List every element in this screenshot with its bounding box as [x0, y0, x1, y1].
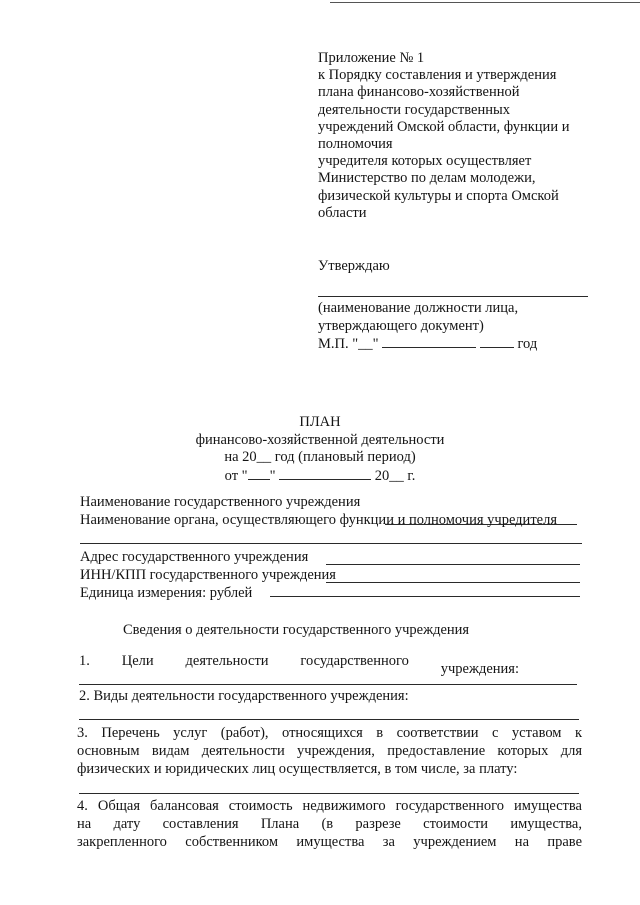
appendix-line: физической культуры и спорта Омской	[318, 187, 559, 204]
appendix-line: области	[318, 204, 367, 221]
appendix-line: учредителя которых осуществляет	[318, 153, 532, 170]
plan-date-quote: "	[269, 467, 276, 484]
appendix-block	[318, 50, 569, 222]
stamp-line	[318, 335, 537, 354]
item-3-line-2: основным видам деятельности учреждения, предоставление которых для	[77, 743, 582, 759]
appendix-line: полномочия	[318, 136, 393, 153]
plan-date-line	[0, 467, 640, 486]
plan-date-prefix: от "	[224, 467, 248, 484]
position-note-line-1: (наименование должности лица,	[318, 300, 519, 316]
address-blank	[326, 564, 580, 565]
stamp-quote: "	[372, 336, 379, 352]
approval-heading: Утверждаю	[318, 258, 390, 274]
item-3-line-1: 3. Перечень услуг (работ), относящихся в соответствии с уставом к	[77, 725, 582, 741]
plan-date-day-blank	[248, 467, 270, 480]
item-1-number: 1.	[79, 653, 90, 669]
inn-kpp-label: ИНН/КПП государственного учреждения	[80, 567, 336, 583]
item-4-line-3: закрепленного собственником имущества за учреждением на праве	[77, 834, 582, 850]
unit-label: Единица измерения: рублей	[80, 585, 253, 601]
stamp-year-blank	[480, 335, 514, 348]
plan-year-line: на 20__ год (плановый период)	[224, 449, 416, 465]
item-1-line	[79, 653, 519, 678]
item-1-word: учреждения:	[440, 661, 519, 677]
institution-name-label: Наименование государственного учреждения	[80, 494, 361, 510]
authority-name-blank	[80, 543, 582, 544]
appendix-line: к Порядку составления и утверждения	[318, 67, 557, 84]
item-1-word: деятельности	[185, 653, 269, 669]
approval-note-block	[318, 300, 537, 354]
stamp-day: __	[358, 336, 373, 352]
stamp-year-word: год	[517, 336, 538, 352]
appendix-line: плана финансово-хозяйственной	[318, 84, 520, 101]
authority-name-label: Наименование органа, осуществляющего функции и полномочия учредителя	[80, 512, 557, 528]
unit-blank	[270, 596, 580, 597]
approval-block	[318, 258, 390, 276]
item-1-word: Цели	[121, 653, 154, 669]
item-2-answer-line	[79, 719, 579, 720]
appendix-line: Приложение № 1	[318, 50, 425, 66]
plan-subtitle: финансово-хозяйственной деятельности	[195, 431, 445, 448]
item-1-answer-line	[79, 684, 577, 685]
plan-date-year: 20__ г.	[374, 467, 416, 484]
item-4-line-2: на дату составления Плана (в разрезе стоимости имущества,	[77, 816, 582, 832]
appendix-line: деятельности государственных	[318, 101, 510, 118]
stamp-month-blank	[382, 335, 476, 348]
plan-title-block	[0, 414, 640, 485]
appendix-line: Министерство по делам молодежи,	[318, 170, 536, 187]
item-2-text: 2. Виды деятельности государственного учреждения:	[79, 688, 409, 704]
item-4-line-1: 4. Общая балансовая стоимость недвижимого государственного имущества	[77, 798, 582, 814]
item-3-answer-line	[79, 793, 579, 794]
plan-date-month-blank	[279, 467, 371, 480]
address-label: Адрес государственного учреждения	[80, 549, 309, 565]
scan-top-edge-line	[330, 2, 640, 3]
approver-position-line	[318, 296, 588, 297]
inn-kpp-blank	[326, 582, 580, 583]
appendix-line: учреждений Омской области, функции и	[318, 118, 570, 135]
section-heading: Сведения о деятельности государственного учреждения	[123, 622, 470, 638]
item-3-line-3: физических и юридических лиц осуществляется, в том числе, за плату:	[77, 761, 518, 777]
stamp-prefix: М.П. "	[318, 336, 359, 352]
plan-title: ПЛАН	[299, 414, 341, 430]
item-1-word: государственного	[300, 653, 409, 669]
position-note-line-2: утверждающего документ)	[318, 317, 484, 334]
